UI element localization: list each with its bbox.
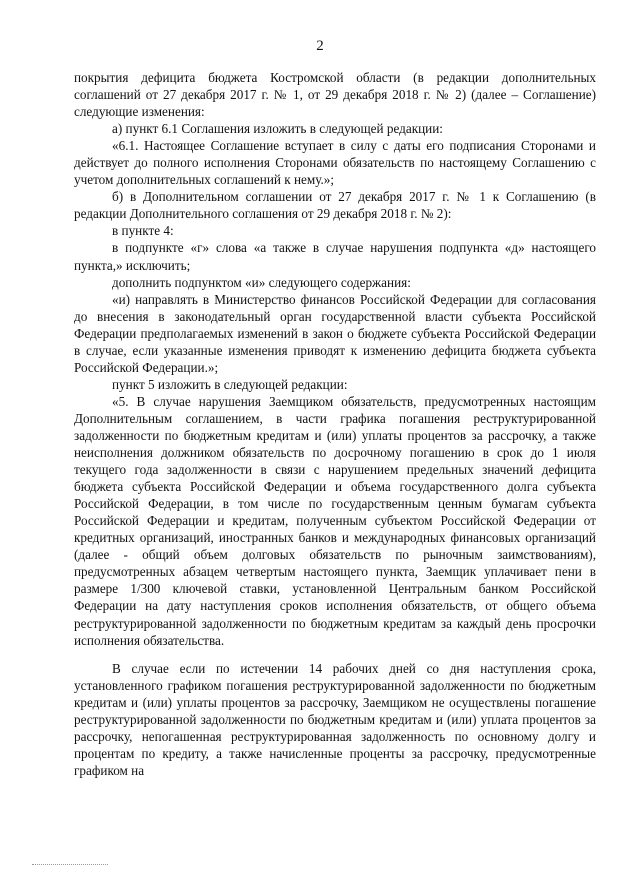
footer-divider (32, 864, 108, 865)
paragraph-3: «6.1. Настоящее Соглашение вступает в силу с даты его подписания Сторонами и действует до полного исполнения Сторонами обязательств по настоящему Соглашению с учетом дополнительных соглашений к нему.»; (74, 138, 596, 188)
document-body (74, 69, 596, 779)
paragraph-5: в пункте 4: (112, 223, 174, 239)
paragraph-6: в подпункте «г» слова «а также в случае нарушения подпункта «д» настоящего пункта,» исключить; (74, 240, 596, 273)
paragraph-7: дополнить подпунктом «и» следующего содержания: (112, 274, 411, 290)
paragraph-4: б) в Дополнительном соглашении от 27 декабря 2017 г. № 1 к Соглашению (в редакции Дополнительного соглашения от 29 декабря 2018 г. № 2): (74, 189, 596, 222)
paragraph-1: покрытия дефицита бюджета Костромской области (в редакции дополнительных соглашений от 27 декабря 2017 г. № 1, от 29 декабря 2018 г. № 2) (далее – Соглашение) следующие изменения: (74, 70, 596, 120)
paragraph-10: «5. В случае нарушения Заемщиком обязательств, предусмотренных настоящим Дополнительным соглашением, в части графика погашения реструктурированной задолженности по бюджетным кредитам и (или) уплаты процентов за рассрочку, а также неисполнения должником обязательств по досрочному погашению в срок до 1 июля текущего года задолженности в связи с нарушением предельных значений дефицита бюджета субъекта Российской Федерации и объема государственного долга субъекта Российской Федерации, в том числе по государственным ценным бумагам субъекта Российской Федерации и кредитам, полученным субъектом Российской Федерации от кредитных организаций, иностранных банков и международных финансовых организаций (далее - общий объем долговых обязательств по рыночным заимствованиям), предусмотренных абзацем четвертым настоящего пункта, Заемщик уплачивает пени в размере 1/300 ключевой ставки, установленной Центральным банком Российской Федерации на дату наступления сроков исполнения обязательств, от общего объема реструктурированной задолженности по бюджетным кредитам за каждый день просрочки исполнения обязательства. (74, 393, 596, 648)
paragraph-2: а) пункт 6.1 Соглашения изложить в следующей редакции: (112, 121, 443, 137)
paragraph-11: В случае если по истечении 14 рабочих дней со дня наступления срока, установленного графиком погашения реструктурированной задолженности по бюджетным кредитам и (или) уплаты процентов за рассрочку, Заемщиком не осуществлены погашение реструктурированной задолженности по бюджетным кредитам и (или) уплата процентов за рассрочку, непогашенная реструктурированная задолженность по основному долгу и процентам по кредиту, а также начисленные проценты за рассрочку, предусмотренные графиком на (74, 660, 596, 778)
paragraph-8: «и) направлять в Министерство финансов Российской Федерации для согласования до внесения в законодательный орган государственной власти субъекта Российской Федерации предполагаемых изменений в закон о бюджете субъекта Российской Федерации в случае, если указанные изменения приводят к изменению дефицита бюджета субъекта Российской Федерации.»; (74, 291, 596, 375)
paragraph-9: пункт 5 изложить в следующей редакции: (112, 376, 348, 392)
page-number: 2 (316, 38, 324, 54)
